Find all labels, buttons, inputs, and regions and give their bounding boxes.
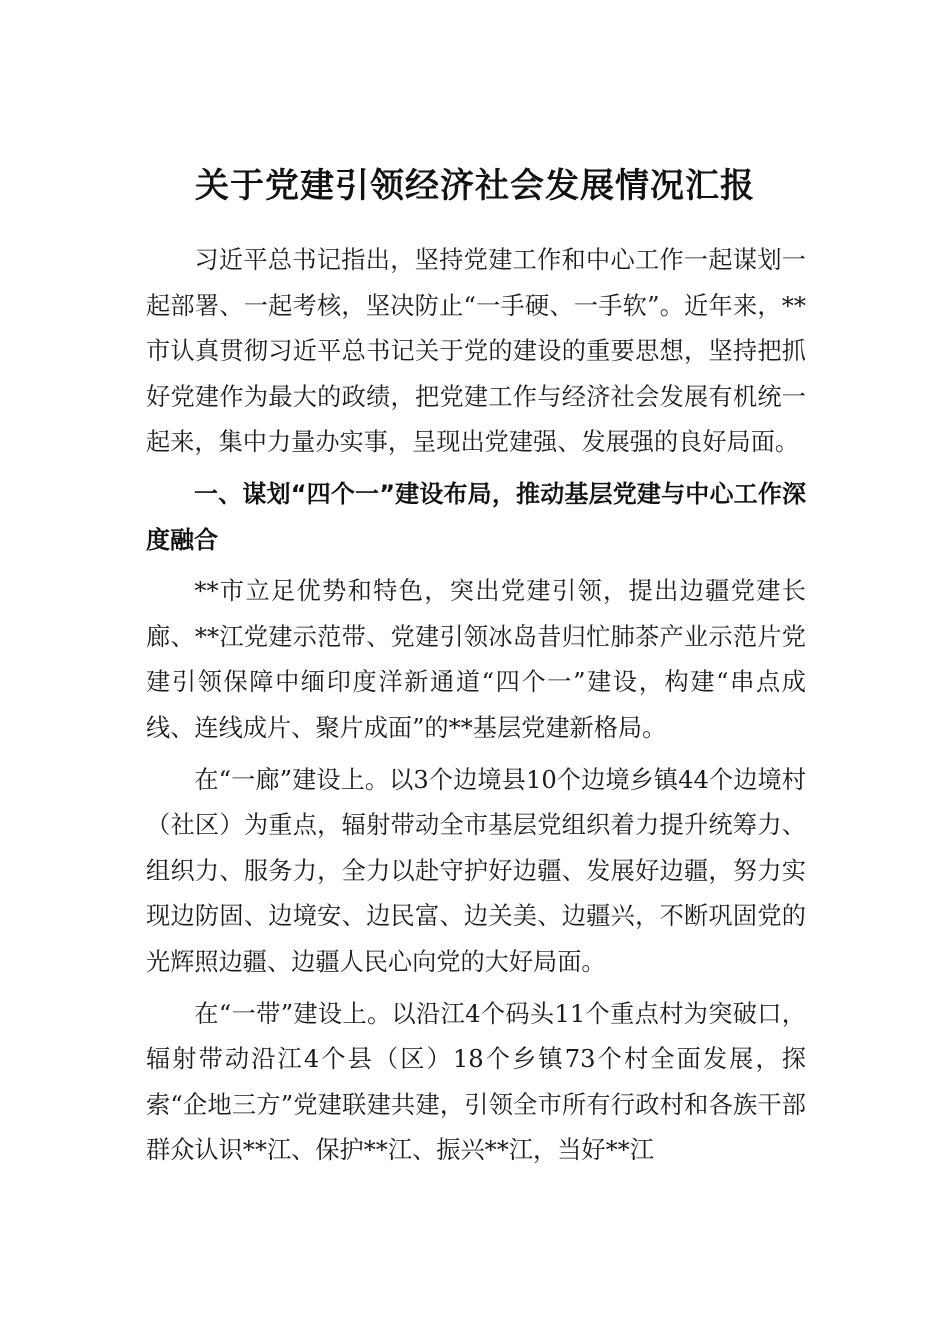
intro-paragraph: 习近平总书记指出，坚持党建工作和中心工作一起谋划一起部署、一起考核，坚决防止“一手硬、一手软”。近年来，**市认真贯彻习近平总书记关于党的建设的重要思想，坚持把抓好党建作为最大的政绩，把党建工作与经济社会发展有机统一起来，集中力量办实事，呈现出党建强、发展强的良好局面。	[146, 246, 806, 457]
section-heading-one: 一、谋划“四个一”建设布局，推动基层党建与中心工作深度融合	[146, 479, 806, 554]
document-title: 关于党建引领经济社会发展情况汇报	[195, 166, 755, 206]
section-one-paragraph-belt: 在“一带”建设上。以沿江4个码头11个重点村为突破口，辐射带动沿江4个县（区）18个乡镇73个村全面发展，探索“企地三方”党建联建共建，引领全市所有行政村和各族干部群众认识**江、保护**江、振兴**江，当好**江	[146, 999, 806, 1165]
section-one-paragraph-overview: **市立足优势和特色，突出党建引领，提出边疆党建长廊、**江党建示范带、党建引领冰岛昔归忙肺茶产业示范片党建引领保障中缅印度洋新通道“四个一”建设，构建“串点成线、连线成片、聚片成面”的**基层党建新格局。	[146, 577, 806, 742]
document-body	[146, 238, 806, 1174]
section-one-paragraph-corridor: 在“一廊”建设上。以3个边境县10个边境乡镇44个边境村（社区）为重点，辐射带动全市基层党组织着力提升统筹力、组织力、服务力，全力以赴守护好边疆、发展好边疆，努力实现边防固、边境安、边民富、边关美、边疆兴，不断巩固党的光辉照边疆、边疆人民心向党的大好局面。	[146, 765, 806, 976]
